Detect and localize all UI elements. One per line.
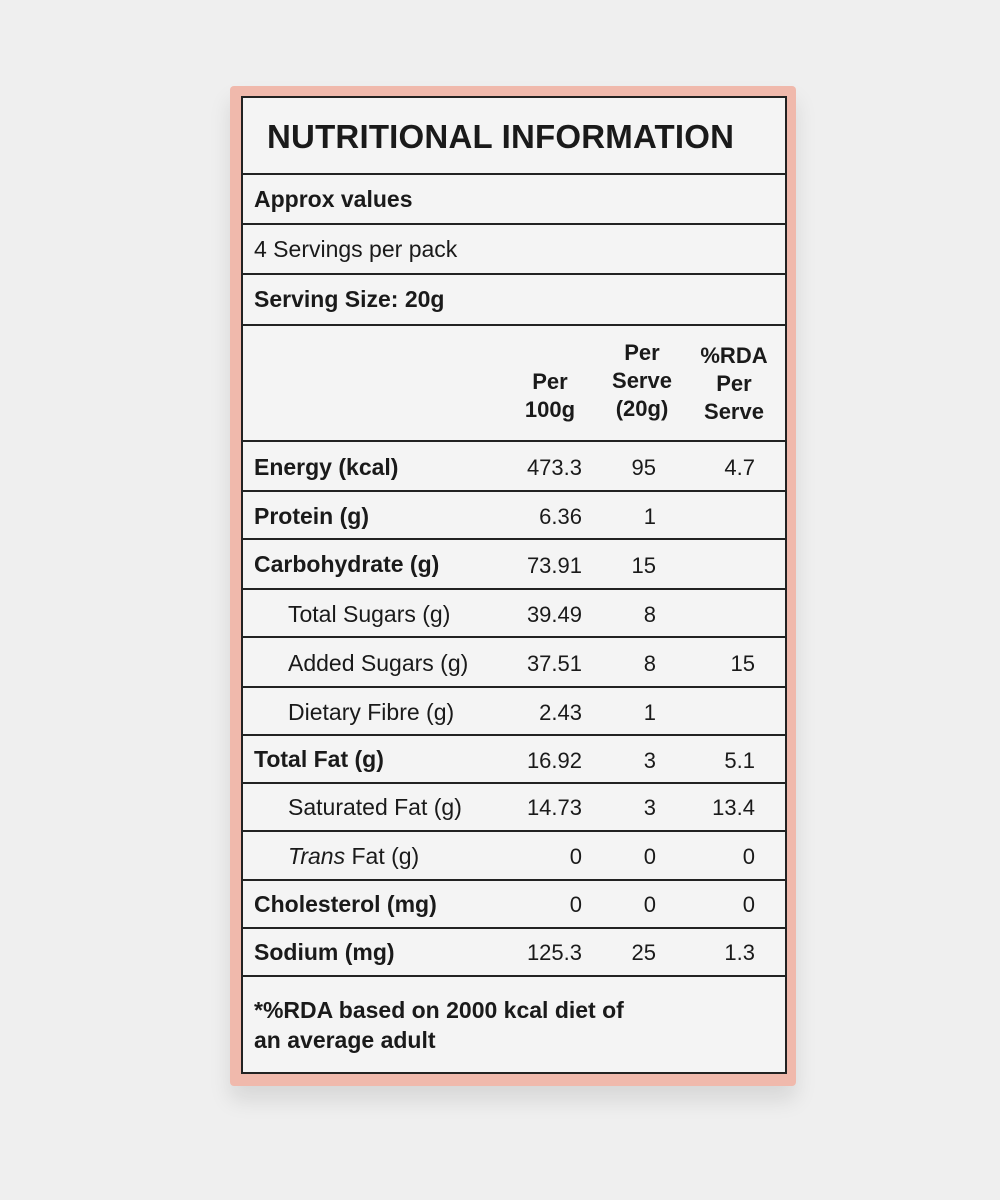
table-title: NUTRITIONAL INFORMATION [267, 118, 735, 155]
value-rda: 0 [742, 844, 755, 869]
value-per-serve: 25 [631, 940, 656, 965]
value-rda: 1.3 [724, 940, 755, 965]
value-per-serve: 8 [643, 602, 656, 627]
value-rda: 0 [742, 892, 755, 917]
nutrient-label: Total Fat (g) [254, 746, 384, 772]
nutrition-table [241, 96, 787, 1074]
table-row [243, 492, 785, 540]
nutrient-label: Cholesterol (mg) [254, 891, 437, 917]
value-per-serve: 8 [643, 651, 656, 676]
value-per-serve: 1 [643, 504, 656, 529]
value-rda: 13.4 [712, 795, 755, 820]
header-per-serve-line3: (20g) [615, 396, 669, 421]
header-rda [689, 342, 779, 426]
title-row [243, 98, 785, 175]
table-row [243, 881, 785, 929]
column-header-row [243, 326, 785, 442]
approx-row [243, 175, 785, 225]
nutrient-label [288, 843, 419, 870]
table-row [243, 590, 785, 638]
value-per-100g: 125.3 [526, 940, 582, 965]
value-per-100g: 73.91 [526, 553, 582, 578]
footnote [254, 995, 624, 1055]
nutrient-label: Carbohydrate (g) [254, 551, 440, 577]
trans-italic: Trans [288, 843, 346, 869]
table-row [243, 832, 785, 881]
header-per-100g-line2: 100g [524, 397, 576, 422]
value-per-100g: 16.92 [526, 748, 582, 773]
value-per-100g: 37.51 [526, 651, 582, 676]
table-row [243, 540, 785, 590]
servings-row [243, 225, 785, 275]
value-per-100g: 39.49 [526, 602, 582, 627]
value-per-100g: 6.36 [539, 504, 582, 529]
header-rda-line3: Serve [704, 399, 764, 424]
servings-per-pack: 4 Servings per pack [254, 236, 458, 262]
header-per-serve-line1: Per [624, 340, 660, 365]
nutrient-label: Energy (kcal) [254, 454, 399, 480]
value-per-serve: 15 [631, 553, 656, 578]
approx-values: Approx values [254, 186, 413, 212]
value-per-100g: 0 [569, 844, 582, 869]
nutrient-label: Protein (g) [254, 503, 369, 529]
table-row [243, 638, 785, 688]
serving-size-row [243, 275, 785, 326]
nutrient-label: Added Sugars (g) [288, 650, 469, 676]
nutrient-label: Dietary Fibre (g) [288, 699, 455, 725]
value-per-100g: 0 [569, 892, 582, 917]
table-row [243, 442, 785, 492]
value-per-serve: 3 [643, 795, 656, 820]
value-per-serve: 1 [643, 700, 656, 725]
nutrient-label: Total Sugars (g) [288, 601, 451, 627]
table-row [243, 688, 785, 736]
value-per-serve: 0 [643, 892, 656, 917]
header-per-100g-line1: Per [532, 369, 568, 394]
value-per-serve: 95 [631, 455, 656, 480]
table-row [243, 784, 785, 832]
value-per-100g: 14.73 [526, 795, 582, 820]
header-rda-line2: Per [716, 371, 752, 396]
value-per-serve: 0 [643, 844, 656, 869]
value-rda: 5.1 [724, 748, 755, 773]
table-row [243, 929, 785, 977]
footnote-line1: *%RDA based on 2000 kcal diet of [254, 997, 624, 1023]
header-per-serve [595, 339, 689, 423]
nutrient-label: Sodium (mg) [254, 939, 395, 965]
nutrient-label: Saturated Fat (g) [288, 794, 462, 820]
serving-size: Serving Size: 20g [254, 286, 445, 312]
value-per-serve: 3 [643, 748, 656, 773]
table-row [243, 736, 785, 784]
value-rda: 15 [730, 651, 755, 676]
value-per-100g: 2.43 [539, 700, 582, 725]
header-rda-line1: %RDA [700, 343, 768, 368]
trans-rest: Fat (g) [345, 843, 420, 869]
footnote-line2: an average adult [254, 1027, 436, 1053]
header-per-serve-line2: Serve [612, 368, 672, 393]
value-rda: 4.7 [724, 455, 755, 480]
value-per-100g: 473.3 [526, 455, 582, 480]
header-per-100g [505, 368, 595, 424]
